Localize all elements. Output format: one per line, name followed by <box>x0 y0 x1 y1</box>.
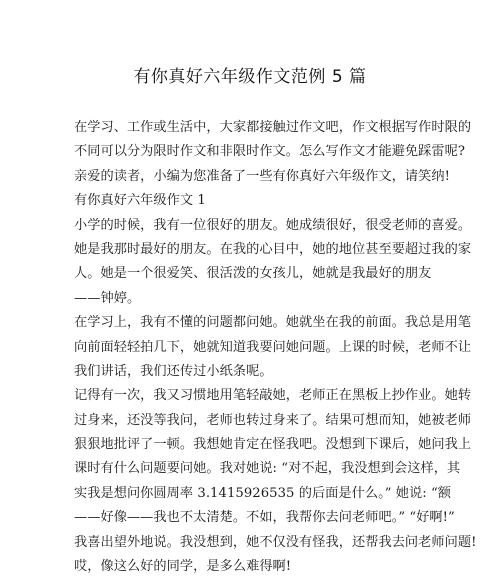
body-line: 记得有一次，我又习惯地用笔轻敲她，老师正在黑板上抄作业。她转 <box>74 388 472 404</box>
body-line: 过身来，还没等我问，老师也转过身来了。结果可想而知，她被老师 <box>74 412 472 428</box>
body-line: 我们讲话，我们还传过小纸条呢。 <box>74 363 273 379</box>
body-line: ——好像——我也不太清楚。不如，我帮你去问老师吧。” “好啊!” <box>74 510 455 526</box>
body-line: 课时有什么问题要问她。我对她说: “对不起，我没想到会这样，其 <box>74 461 461 477</box>
document-title: 有你真好六年级作文范例 5 篇 <box>133 67 367 87</box>
body-line: 不同可以分为限时作文和非限时作文。怎么写作文才能避免踩雷呢? <box>74 144 466 160</box>
body-line: 哎，像这么好的同学，是多么难得啊! <box>74 559 292 575</box>
body-line: 她是我那时最好的朋友。在我的心目中，她的地位甚至要超过我的家 <box>74 241 472 257</box>
body-line: 人。她是一个很爱笑、很活泼的女孩儿，她就是我最好的朋友 <box>74 266 432 282</box>
body-line: ——钟婷。 <box>74 290 141 306</box>
body-line: 狠狠地批评了一顿。我想她肯定在怪我吧。没想到下课后，她问我上 <box>74 437 472 453</box>
body-line: 在学习上，我有不懂的问题都问她。她就坐在我的前面。我总是用笔 <box>74 315 472 331</box>
body-line: 向前面轻轻拍几下，她就知道我要问她问题。上课的时候，老师不让 <box>74 339 472 355</box>
body-line: 在学习、工作或生活中，大家都接触过作文吧，作文根据写作时限的 <box>74 120 472 135</box>
document-body <box>74 116 477 579</box>
body-line: 实我是想问你圆周率 3.1415926535 的后面是什么。” 她说: “额 <box>74 485 452 501</box>
body-line: 小学的时候，我有一位很好的朋友。她成绩很好，很受老师的喜爱。 <box>74 217 472 233</box>
body-line: 亲爱的读者，小编为您准备了一些有你真好六年级作文，请笑纳! <box>74 168 450 184</box>
section-heading: 有你真好六年级作文 1 <box>74 193 206 209</box>
body-line: 我喜出望外地说。我没想到，她不仅没有怪我，还帮我去问老师问题! <box>74 534 477 550</box>
